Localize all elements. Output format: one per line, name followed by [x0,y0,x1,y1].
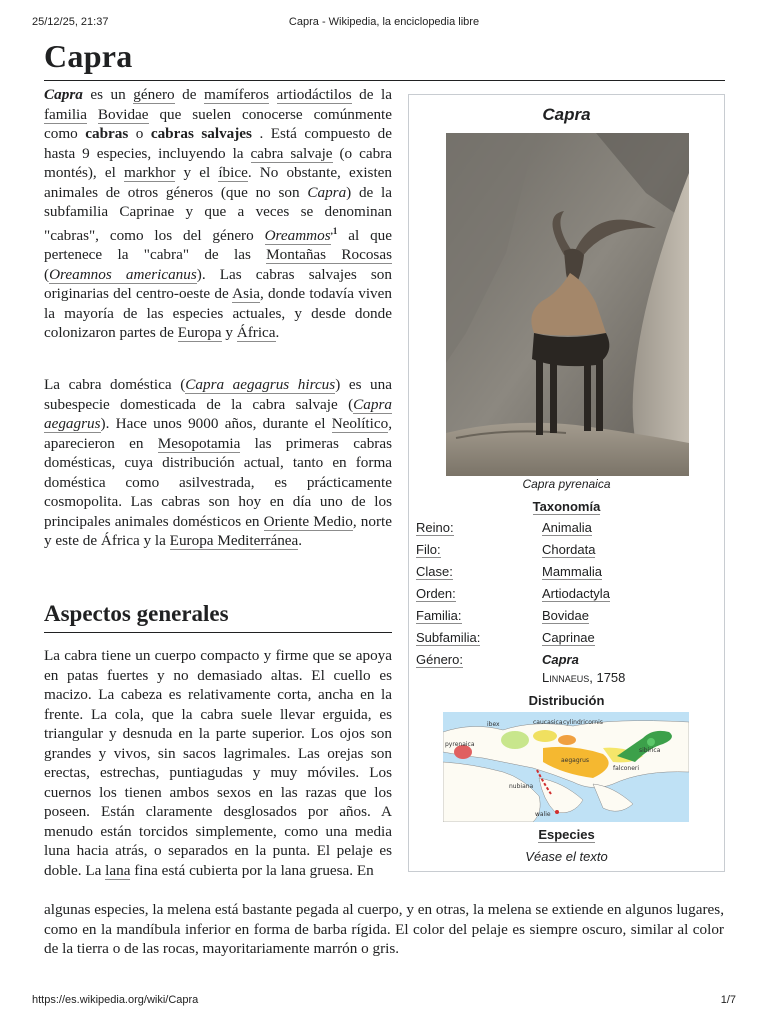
link-artiodactilos[interactable]: artiodáctilos [276,86,352,103]
link-cabra-salvaje[interactable]: cabra salvaje [250,144,333,162]
map-label-nubiana: nubiana [509,783,534,790]
link-capra-aegagrus[interactable]: Capra aegagrus [44,395,392,432]
reference-1[interactable]: ,1 [330,225,338,236]
taxonomy-row-reino: Reino: Animalia [416,520,592,535]
link-mesopotamia[interactable]: Mesopotamia [157,434,241,452]
species-heading: Especies [538,827,595,842]
link-familia[interactable]: familia [44,105,88,123]
map-label-ibex: ibex [487,721,500,728]
taxobox-title: Capra [542,105,591,124]
taxonomy-row-subfamilia: Subfamilia: Caprinae [416,630,595,645]
print-page-number: 1/7 [720,994,736,1006]
link-africa[interactable]: África [236,324,276,342]
general-paragraph-continued: algunas especies, la melena está bastante pegada al cuerpo, y en otras, la melena se extiende en algunos lugares, como en la mandíbula inferior en forma de barba rígida. El color del pelaje es siempre oscuro, similar al color de la tierra o de las rocas, mayoritariamente marrón o gris. [44,901,724,957]
link-asia[interactable]: Asia [232,285,260,303]
term-capra: Capra [44,86,83,103]
link-oreamnos-americanus[interactable]: Oreamnos americanus [49,265,197,283]
link-europa[interactable]: Europa [177,324,222,342]
map-label-walie: walie [535,811,551,818]
article-title: Capra [44,38,133,74]
map-label-falconeri: falconeri [613,765,640,772]
term-cabras-salvajes: cabras salvajes [150,125,252,142]
link-capra-aegagrus-hircus[interactable]: Capra aegagrus hircus [185,376,336,393]
distribution-heading: Distribución [528,693,605,708]
section-rule [44,632,392,633]
term-cabras: cabras [85,125,129,142]
link-bovidae[interactable]: Bovidae [97,105,149,123]
link-europa-mediterranea[interactable]: Europa Mediterránea [169,532,299,549]
distribution-map[interactable] [443,712,689,822]
link-genero[interactable]: género [133,86,175,103]
map-label-pyrenaica: pyrenaica [445,741,475,748]
print-url: https://es.wikipedia.org/wiki/Capra [32,994,199,1006]
link-oriente-medio[interactable]: Oriente Medio [263,512,353,530]
link-ibice[interactable]: íbice [218,164,248,181]
print-page-title: Capra - Wikipedia, la enciclopedia libre [288,16,480,28]
link-lana[interactable]: lana [105,861,131,879]
map-label-aegagrus: aegagrus [561,757,590,764]
map-label-caucasica: caucasica [533,719,563,726]
link-neolitico[interactable]: Neolítico [331,415,389,432]
general-paragraph: La cabra tiene un cuerpo compacto y firme que se apoya en patas fuertes y no demasiado altas. El cuello es macizo. La cabeza es relativamente corta, ancha en la frente. La cola, que la cabra suele llevar erguida, es triangular y desnuda en la parte superior. Los ojos son grandes y vivos, sin sacos lagrimales. Las orejas son erectas, estrechas, puntiagudas y muy móviles. Los cuernos los tienen ambos sexos en las razas que los poseen. Están claramente desglosados por años. A menudo están torcidos simplemente, como una media luna hacia atrás, o separados en la punta. El pelaje es doble. La lana fina está cubierta por la lana gruesa. En [44,647,392,879]
ibex-illustration [446,133,689,476]
taxonomy-row-orden: Orden: Artiodactyla [416,586,610,601]
distribution-map-graphic [443,712,689,822]
section-heading-aspectos-generales: Aspectos generales [44,601,229,626]
link-mamiferos[interactable]: mamíferos [204,86,269,103]
print-datetime: 25/12/25, 21:37 [32,16,109,28]
taxonomy-row-genero: Género: Capra [416,652,579,667]
photo-caption: Capra pyrenaica [522,477,611,491]
intro-paragraph-1: Capra es un género de mamíferos artiodáctilos de la familia Bovidae que suelen conocerse comúnmente como cabras o cabras salvajes . Está compuesto de hasta 9 especies, incluyendo la cabra salvaje (o cabra montés), el markhor y el íbice. No obstante, existen animales de otros géneros (que no son Capra) de la subfamilia Caprinae y que a veces se denominan "cabras", como los del género Oreammos$^{,1}$ al que pertenece la "cabra" de las Montañas Rocosas (Oreamnos americanus). Las cabras salvajes son originarias del centro-oeste de Asia, donde todavía viven la mayoría de las especies actuales, y desde donde colonizaron partes de Europa y África. [44,86,393,342]
link-markhor[interactable]: markhor [123,164,176,181]
map-label-sibirica: sibirica [639,747,661,754]
link-oreammos[interactable]: Oreammos [264,226,331,244]
title-rule [44,80,725,81]
taxobox [408,94,725,872]
taxonomy-row-clase: Clase: Mammalia [416,564,602,579]
link-montanas-rocosas[interactable]: Montañas Rocosas [266,246,392,264]
ibex-photo[interactable] [446,133,689,476]
taxonomy-row-filo: Filo: Chordata [416,542,596,557]
species-note: Véase el texto [525,849,608,864]
taxonomy-row-familia: Familia: Bovidae [416,608,589,623]
taxonomy-heading: Taxonomía [532,499,601,514]
intro-paragraph-2: La cabra doméstica (Capra aegagrus hircus) es una subespecie domesticada de la cabra salvaje (Capra aegagrus). Hace unos 9000 años, durante el Neolítico, aparecieron en Mesopotamia las primeras cabras domésticas, cuya distribución actual, tanto en forma doméstica como asilvestrada, es prácticamente cosmopolita. Las cabras son hoy en día uno de los principales animales domésticos en Oriente Medio, norte y este de África y la Europa Mediterránea. [44,376,393,549]
map-label-cylindricornis: cylindricornis [563,719,603,726]
taxonomy-authority: Linnaeus, 1758 [542,670,626,685]
